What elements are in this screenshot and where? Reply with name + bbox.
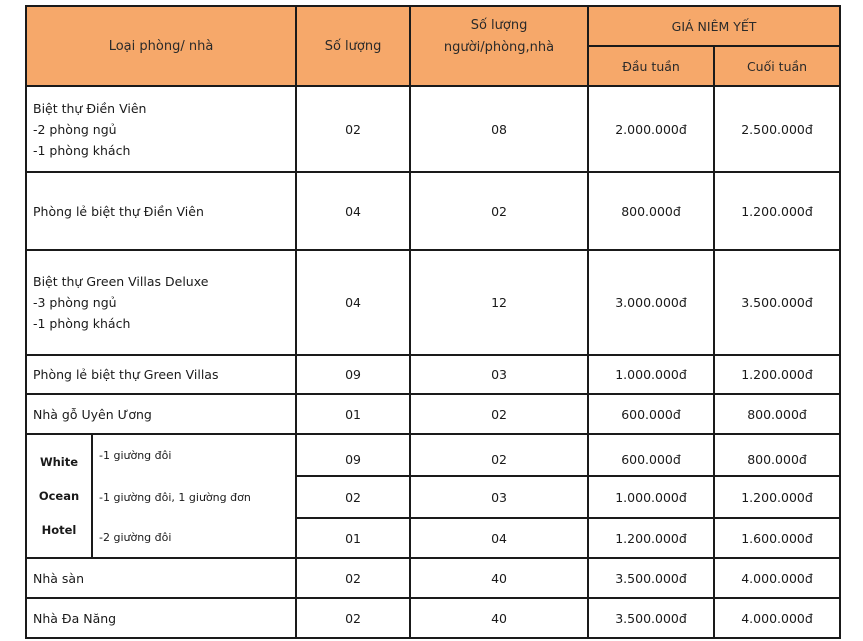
quantity-cell: 02 — [296, 558, 410, 598]
quantity-cell: 09 — [296, 434, 410, 476]
header-weekday: Đầu tuần — [588, 46, 714, 86]
room-type-detail: -1 phòng khách — [33, 316, 131, 331]
table-row — [26, 172, 840, 250]
header-listed-price: GIÁ NIÊM YẾT — [588, 6, 840, 46]
quantity-cell: 02 — [296, 598, 410, 638]
header-people-line2: người/phòng,nhà — [443, 40, 555, 55]
header-people — [410, 6, 588, 86]
people-cell: 02 — [410, 434, 588, 476]
weekend-price-cell: 800.000đ — [714, 434, 840, 476]
hotel-name-line: White — [39, 455, 79, 469]
bed-config-cell: -1 giường đôi, 1 giường đơn — [92, 476, 296, 518]
bed-config-cell: -1 giường đôi — [92, 434, 296, 476]
weekday-price-cell: 2.000.000đ — [588, 86, 714, 172]
room-type-title: Biệt thự Green Villas Deluxe — [33, 274, 209, 289]
table-row — [26, 518, 840, 558]
header-quantity: Số lượng — [296, 6, 410, 86]
people-cell: 02 — [410, 394, 588, 434]
room-type-cell: Nhà gỗ Uyên Ương — [26, 394, 296, 434]
table-row — [26, 434, 840, 476]
quantity-cell: 04 — [296, 250, 410, 355]
hotel-name-line: Hotel — [41, 523, 77, 537]
weekday-price-cell: 3.500.000đ — [588, 598, 714, 638]
header-room-type: Loại phòng/ nhà — [26, 6, 296, 86]
bed-config-cell: -2 giường đôi — [92, 518, 296, 558]
room-type-cell: Phòng lẻ biệt thự Green Villas — [26, 355, 296, 394]
hotel-name-line: Ocean — [38, 489, 80, 503]
quantity-cell: 02 — [296, 476, 410, 518]
table-row — [26, 250, 840, 355]
weekday-price-cell: 3.500.000đ — [588, 558, 714, 598]
table-row — [26, 355, 840, 394]
people-cell: 02 — [410, 172, 588, 250]
people-cell: 08 — [410, 86, 588, 172]
weekday-price-cell: 600.000đ — [588, 434, 714, 476]
room-type-detail: -2 phòng ngủ — [33, 121, 117, 137]
weekend-price-cell: 1.600.000đ — [714, 518, 840, 558]
table-row — [26, 476, 840, 518]
room-type-cell — [26, 86, 296, 172]
people-cell: 04 — [410, 518, 588, 558]
weekday-price-cell: 3.000.000đ — [588, 250, 714, 355]
people-cell: 12 — [410, 250, 588, 355]
room-type-cell — [26, 250, 296, 355]
weekend-price-cell: 4.000.000đ — [714, 598, 840, 638]
room-type-cell: Phòng lẻ biệt thự Điền Viên — [26, 172, 296, 250]
weekend-price-cell: 4.000.000đ — [714, 558, 840, 598]
hotel-name-cell — [26, 434, 92, 558]
price-table — [25, 5, 841, 639]
header-weekend: Cuối tuần — [714, 46, 840, 86]
weekend-price-cell: 1.200.000đ — [714, 172, 840, 250]
table-row — [26, 558, 840, 598]
room-type-detail: -1 phòng khách — [33, 142, 131, 158]
quantity-cell: 04 — [296, 172, 410, 250]
weekend-price-cell: 1.200.000đ — [714, 476, 840, 518]
table-row — [26, 394, 840, 434]
people-cell: 40 — [410, 598, 588, 638]
weekend-price-cell: 2.500.000đ — [714, 86, 840, 172]
weekday-price-cell: 1.000.000đ — [588, 355, 714, 394]
weekend-price-cell: 1.200.000đ — [714, 355, 840, 394]
weekend-price-cell: 800.000đ — [714, 394, 840, 434]
header-people-line1: Số lượng — [470, 18, 528, 33]
weekend-price-cell: 3.500.000đ — [714, 250, 840, 355]
weekday-price-cell: 800.000đ — [588, 172, 714, 250]
weekday-price-cell: 1.200.000đ — [588, 518, 714, 558]
quantity-cell: 09 — [296, 355, 410, 394]
weekday-price-cell: 1.000.000đ — [588, 476, 714, 518]
quantity-cell: 01 — [296, 394, 410, 434]
quantity-cell: 02 — [296, 86, 410, 172]
people-cell: 40 — [410, 558, 588, 598]
weekday-price-cell: 600.000đ — [588, 394, 714, 434]
table-row — [26, 86, 840, 172]
people-cell: 03 — [410, 476, 588, 518]
room-type-cell: Nhà sàn — [26, 558, 296, 598]
room-type-detail: -3 phòng ngủ — [33, 295, 117, 310]
table-row — [26, 598, 840, 638]
room-type-title: Biệt thự Điền Viên — [33, 100, 147, 116]
room-type-cell: Nhà Đa Năng — [26, 598, 296, 638]
people-cell: 03 — [410, 355, 588, 394]
quantity-cell: 01 — [296, 518, 410, 558]
